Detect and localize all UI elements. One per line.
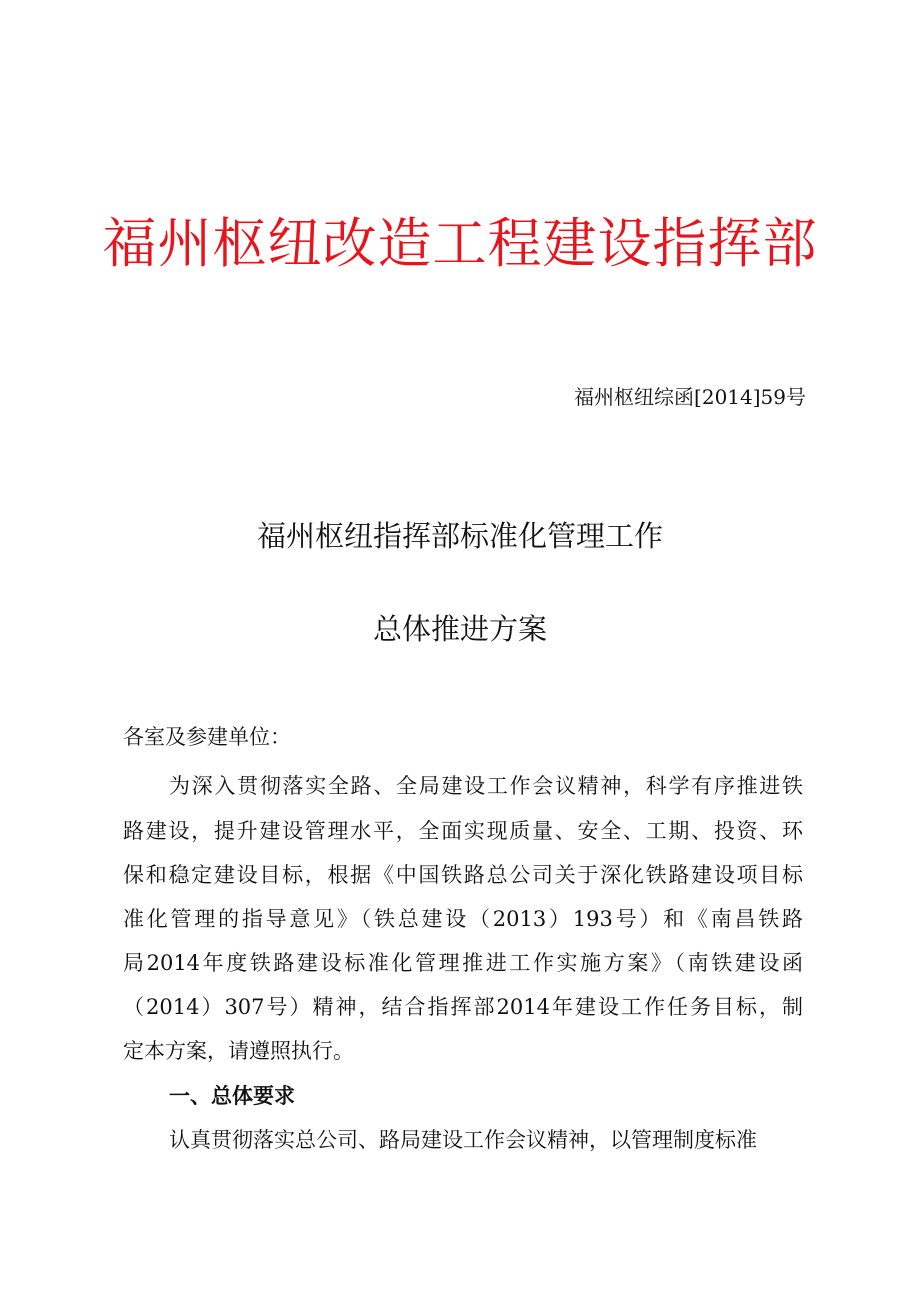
document-title-line-1: 福州枢纽指挥部标准化管理工作 (256, 519, 663, 553)
paragraph-line: 保和稳定建设目标，根据《中国铁路总公司关于深化铁路建设项目标 (123, 863, 803, 887)
paragraph-line: 为深入贯彻落实全路、全局建设工作会议精神，科学有序推进铁 (169, 774, 803, 798)
organization-header: 福州枢纽改造工程建设指挥部 (102, 212, 818, 275)
document-title-line-2: 总体推进方案 (372, 612, 547, 646)
paragraph-line: （2014）307号）精神，结合指挥部2014年建设工作任务目标，制 (123, 995, 803, 1019)
section-heading-general-requirements: 一、总体要求 (169, 1084, 295, 1108)
document-number: 福州枢纽综函[2014]59号 (574, 385, 806, 409)
paragraph-line: 局2014年度铁路建设标准化管理推进工作实施方案》（南铁建设函 (123, 951, 803, 975)
salutation: 各室及参建单位： (123, 725, 291, 749)
paragraph-line: 路建设，提升建设管理水平，全面实现质量、安全、工期、投资、环 (123, 819, 803, 843)
section-1-paragraph-line: 认真贯彻落实总公司、路局建设工作会议精神，以管理制度标准 (169, 1128, 757, 1152)
paragraph-line: 准化管理的指导意见》（铁总建设（2013）193号）和《南昌铁路 (123, 907, 803, 931)
paragraph-line: 定本方案，请遵照执行。 (123, 1039, 354, 1063)
